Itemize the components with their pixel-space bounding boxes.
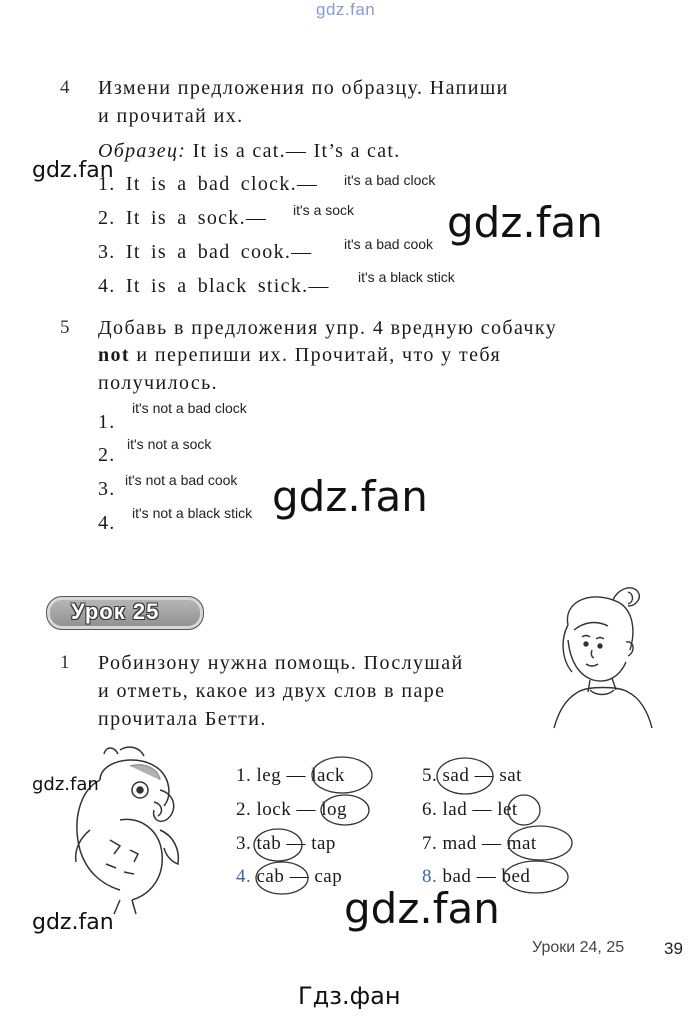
watermark-large-1: gdz.fan (447, 198, 603, 247)
watermark-bottom: Гдз.фан (298, 982, 401, 1010)
pair-6-word-a: lad (442, 799, 468, 820)
exercise-5-answer-3: it's not a bad cook (125, 472, 238, 488)
watermark-large-2: gdz.fan (272, 472, 428, 521)
exercise-5-item-3-number: 3. (98, 478, 116, 500)
watermark-left-2: gdz.fan (32, 774, 99, 795)
pair-8-number: 8. (422, 866, 438, 887)
exercise-5-answer-1: it's not a bad clock (132, 400, 247, 416)
pair-1-number: 1. (236, 765, 252, 786)
pair-8-word-a: bad (442, 866, 472, 887)
watermark-large-3: gdz.fan (344, 884, 500, 933)
pair-5 (422, 765, 522, 787)
pair-6-dash: — (472, 799, 492, 820)
exercise-4-number: 4 (60, 77, 70, 98)
watermark-left-3: gdz.fan (32, 910, 114, 935)
exercise-5-instruction-line2 (98, 341, 501, 369)
exercise-5-item-2-number: 2. (98, 444, 116, 466)
pair-3-dash: — (286, 833, 306, 854)
not-word: not (98, 344, 130, 366)
pair-7-word-a: mad (442, 833, 477, 854)
exercise-4-answer-2: it's a sock (293, 202, 355, 218)
pair-6-word-b: let (497, 799, 518, 820)
lesson-badge (46, 596, 204, 630)
pair-4-dash: — (289, 866, 310, 887)
pair-1-word-b: lack (311, 765, 345, 786)
pair-1-word-a: leg (256, 765, 282, 786)
exercise-4-item-2: 2. It is a sock.— (98, 207, 268, 229)
exercise-4-item-1: 1. It is a bad clock.— (98, 173, 319, 195)
exercise-4-answer-3: it's a bad cook (344, 236, 434, 252)
exercise-4-item-4: 4. It is a black stick.— (98, 275, 330, 297)
exercise-1-number: 1 (60, 652, 70, 673)
pair-7-word-b: mat (506, 833, 537, 854)
pair-2-word-b: log (321, 799, 347, 820)
pair-3-word-b: tap (311, 833, 336, 854)
exercise-4-instruction-line1: Измени предложения по образцу. Напиши (98, 77, 509, 99)
pair-5-dash: — (474, 765, 495, 786)
exercise-4-item-3: 3. It is a bad cook.— (98, 241, 313, 263)
pair-5-word-b: sat (499, 765, 522, 786)
girl-illustration (538, 580, 668, 730)
pair-8-dash: — (476, 866, 497, 887)
pair-4-number: 4. (236, 866, 252, 887)
exercise-5-instruction-line3: получилось. (98, 372, 219, 394)
exercise-5-answer-4: it's not a black stick (132, 505, 253, 521)
exercise-4-answer-1: it's a bad clock (344, 172, 436, 188)
exercise-1-instruction-line3: прочитала Бетти. (98, 708, 267, 730)
footer-section: Уроки 24, 25 (532, 939, 625, 956)
sample-text: It is a cat.— It’s a cat. (192, 140, 401, 162)
pair-3 (236, 833, 336, 855)
exercise-4-answer-4: it's a black stick (358, 269, 455, 285)
exercise-5-instruction-line1: Добавь в предложения упр. 4 вредную собачку (98, 317, 558, 339)
pair-5-word-a: sad (442, 765, 470, 786)
pair-2-word-a: lock (256, 799, 292, 820)
watermark-left-1: gdz.fan (32, 158, 114, 183)
watermark-top: gdz.fan (316, 0, 376, 19)
pair-4-word-a: cab (256, 866, 285, 887)
pair-1 (236, 765, 345, 787)
pair-6 (422, 799, 518, 821)
pair-7 (422, 833, 537, 855)
pair-2-number: 2. (236, 799, 252, 820)
exercise-1-instruction-line2: и отметь, какое из двух слов в паре (98, 680, 446, 702)
pair-7-number: 7. (422, 833, 438, 854)
exercise-5-number: 5 (60, 317, 70, 338)
pair-3-word-a: tab (256, 833, 282, 854)
page-number: 39 (664, 939, 683, 958)
pair-2 (236, 799, 347, 821)
exercise-5-instruction-line2-rest: и перепиши их. Прочитай, что у тебя (129, 344, 502, 366)
exercise-1-instruction-line1: Робинзону нужна помощь. Послушай (98, 652, 464, 674)
exercise-5-answer-2: it's not a sock (127, 436, 212, 452)
pair-1-dash: — (286, 765, 306, 786)
exercise-5-item-1-number: 1. (98, 411, 116, 433)
pair-3-number: 3. (236, 833, 252, 854)
pair-2-dash: — (296, 799, 316, 820)
pair-8-word-b: bed (501, 866, 531, 887)
sample-label: Образец: (98, 140, 187, 162)
pair-7-dash: — (481, 833, 502, 854)
lesson-title: Урок 25 (71, 599, 160, 624)
pair-4 (236, 866, 342, 888)
exercise-4-instruction-line2: и прочитай их. (98, 105, 244, 127)
exercise-4-sample (98, 137, 401, 165)
exercise-5-item-4-number: 4. (98, 512, 116, 534)
pair-5-number: 5. (422, 765, 438, 786)
parrot-illustration (60, 740, 200, 920)
pair-4-word-b: cap (314, 866, 343, 887)
pair-6-number: 6. (422, 799, 438, 820)
